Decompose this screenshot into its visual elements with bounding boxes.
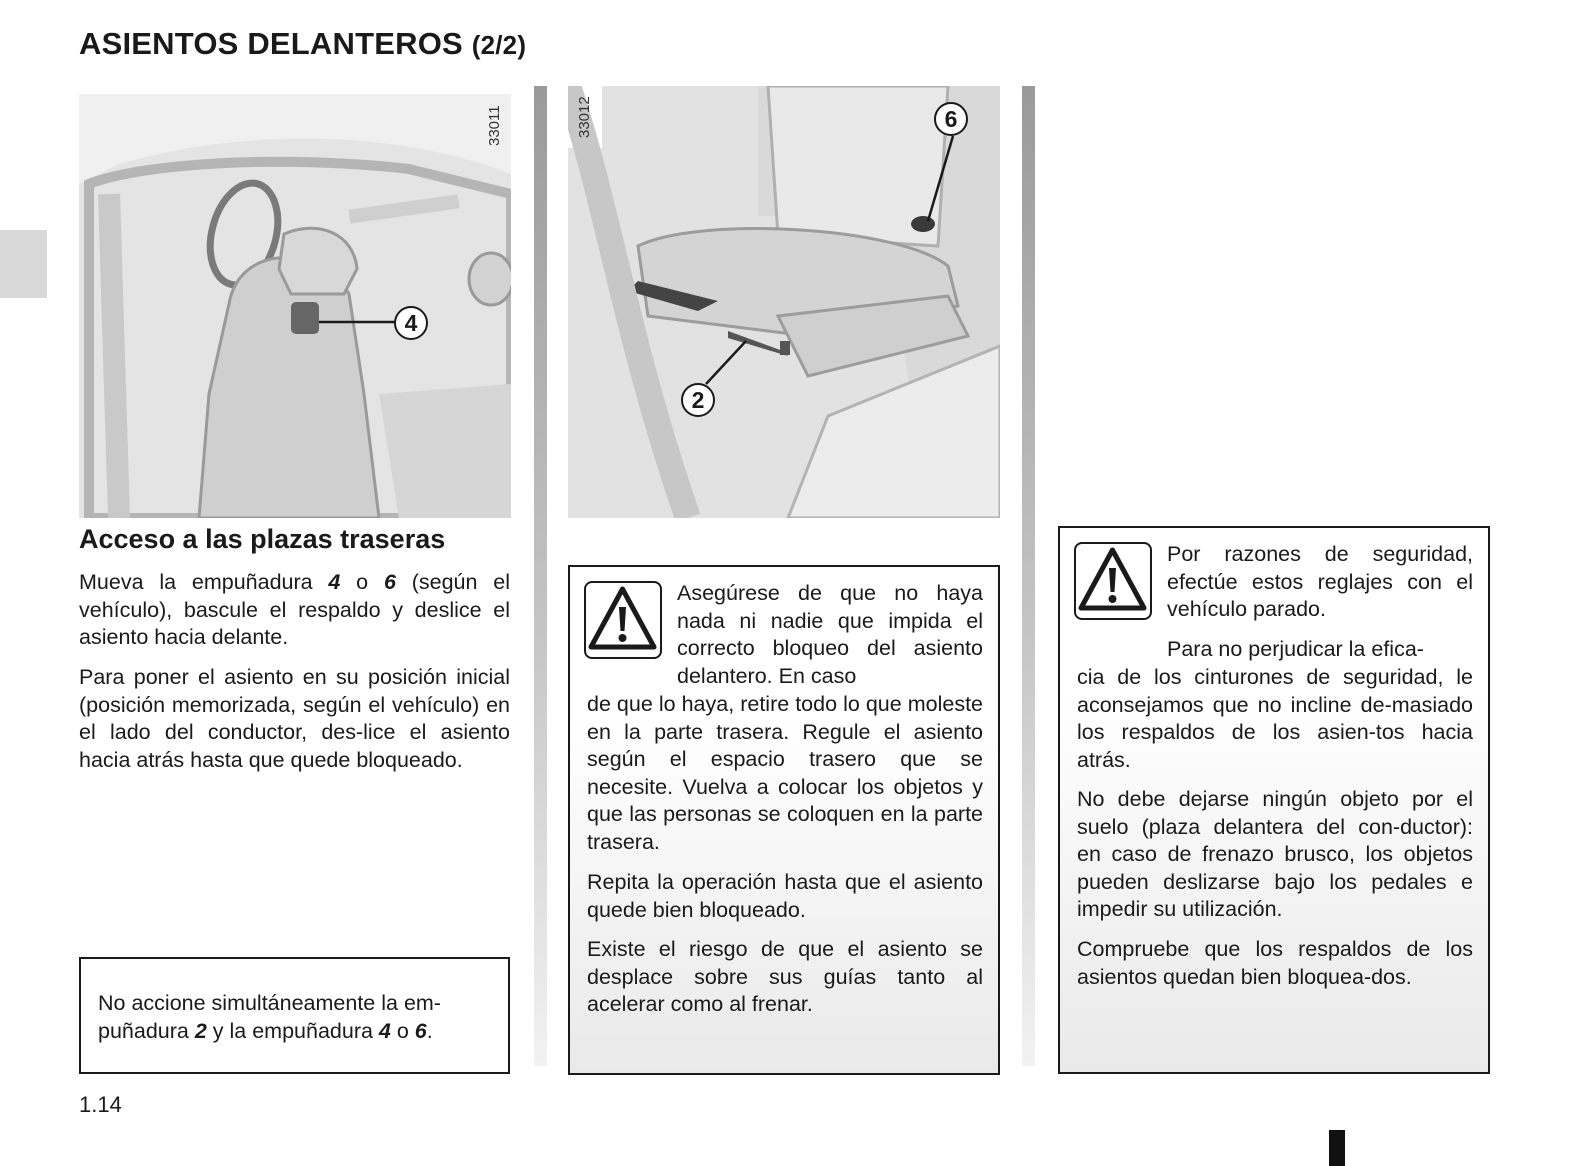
figure-number-left: 33011: [486, 105, 503, 146]
page-title: [79, 26, 526, 62]
column-divider-left: [534, 86, 547, 1066]
warning-box-middle: [568, 565, 1000, 1075]
warning-middle-intro: Asegúrese de que no haya nada ni nadie que impida el correcto bloqueo del asiento delantero. En caso: [677, 581, 983, 688]
text-run: o: [390, 1018, 415, 1043]
ref-number: 6: [414, 1018, 427, 1043]
warning-middle-text-3: Existe el riesgo de que el asiento se desplace sobre sus guías tanto al acelerar como al frenar.: [587, 937, 983, 1016]
text-run: No accione simultáneamente la em-puñadura: [98, 991, 441, 1043]
text-run: (según el vehículo), bascule el respaldo y deslice el asiento hacia delante.: [79, 570, 511, 649]
text-run: .: [426, 1018, 433, 1043]
note-box: [79, 957, 510, 1074]
callout-6: 6: [934, 102, 968, 136]
figure-illustration-middle: [568, 86, 1000, 518]
figure-number-middle: 33012: [576, 96, 593, 138]
warning-box-right: [1058, 526, 1490, 1074]
page-edge-marker: [1329, 1130, 1345, 1166]
page-number: 1.14: [79, 1092, 122, 1117]
warning-triangle-graphic: [586, 583, 659, 656]
section-heading: Acceso a las plazas traseras: [79, 524, 446, 554]
figure-illustration-left: [79, 94, 511, 518]
note-text: [98, 990, 493, 1045]
figure-rear-access-seat: [79, 94, 511, 518]
callout-4: 4: [394, 306, 428, 340]
warning-right-text-4: Compruebe que los respaldos de los asientos quedan bien bloquea-dos.: [1077, 937, 1473, 989]
warning-middle-text-1: de que lo haya, retire todo lo que moleste en la parte trasera. Regule el asiento según el espacio trasero que se necesite. Vuelva a colocar los objetos y que las personas se coloquen en la parte trasera.: [587, 692, 983, 854]
ref-number: 6: [383, 570, 396, 594]
warning-right-text-2-first: Para no perjudicar la efica-: [1167, 637, 1424, 661]
ref-number: 2: [194, 1018, 207, 1043]
figure-seat-levers: [568, 86, 1000, 518]
title-main: ASIENTOS DELANTEROS: [79, 26, 463, 61]
ref-number: 4: [328, 570, 341, 594]
warning-triangle-graphic: [1076, 544, 1149, 617]
warning-right-text-1: Por razones de seguridad, efectúe estos reglajes con el vehículo parado.: [1167, 542, 1473, 621]
text-run: o: [340, 570, 384, 594]
warning-right-text-3: No debe dejarse ningún objeto por el suelo (plaza delantera del con-ductor): en caso de frenazo brusco, los objetos pueden deslizarse bajo los pedales e impedir su utilización.: [1077, 787, 1473, 921]
warning-triangle-icon: [1074, 542, 1152, 620]
warning-triangle-icon: [584, 581, 662, 659]
section-tab-marker: [0, 230, 47, 298]
paragraph-rear-access-1: [79, 569, 510, 652]
paragraph-rear-access-2: Para poner el asiento en su posición inicial (posición memorizada, según el vehículo) en el lado del conductor, des-lice el asiento hacia atrás hasta que quede bloqueado.: [79, 665, 510, 772]
text-run: Mueva la empuñadura: [79, 570, 329, 594]
title-suffix: (2/2): [471, 30, 527, 60]
text-run: y la empuñadura: [206, 1018, 379, 1043]
column-divider-right: [1022, 86, 1035, 1066]
warning-right-text-2: cia de los cinturones de seguridad, le aconsejamos que no incline de-masiado los respaldos de los asien-tos hacia atrás.: [1077, 665, 1473, 772]
warning-middle-text-2: Repita la operación hasta que el asiento quede bien bloqueado.: [587, 870, 983, 922]
callout-2: 2: [681, 383, 715, 417]
ref-number: 4: [378, 1018, 391, 1043]
